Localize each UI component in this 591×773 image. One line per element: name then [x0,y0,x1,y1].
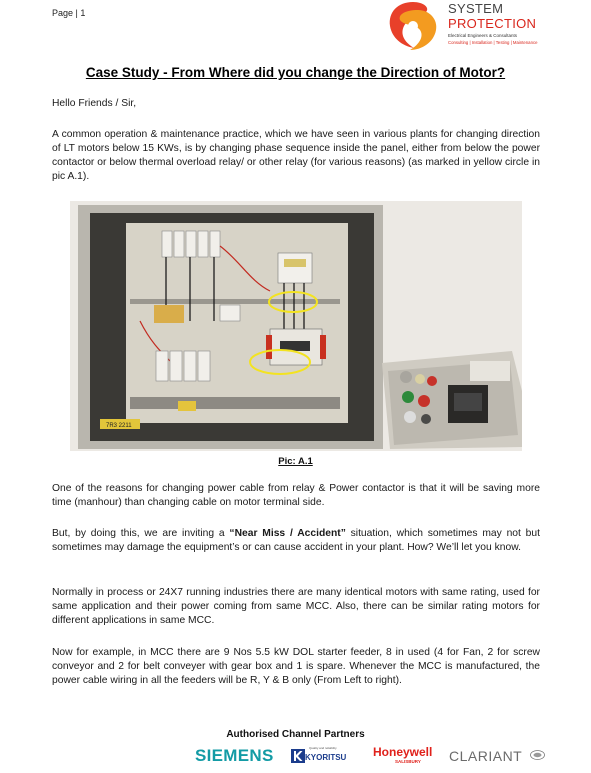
brand-services: Consulting | Installation | Testing | Maintenance [448,40,538,45]
salisbury-sublogo: SALISBURY [395,759,421,764]
partners-title: Authorised Channel Partners [226,729,365,740]
system-protection-logo-icon [384,0,442,52]
figure-caption: Pic: A.1 [278,456,313,467]
clariant-badge-icon [530,750,545,760]
paragraph-intro: A common operation & maintenance practice, which we have seen in various plants for changing direction of LT motors below 15 KWs, is by changing phase sequence inside the panel, either from below the power contactor or below thermal overload relay/ or other relay (for various reasons) (as marked in yellow circle in pic A.1). [52,129,540,182]
paragraph-identical-motors: Normally in process or 24X7 running industries there are many identical motors with same rating, used for same application and their power coming from same MCC. Also, there can be similar rating motors for different applications in same MCC. [52,587,540,626]
panel-photo [70,201,522,451]
brand-name-line2: PROTECTION [448,16,537,31]
partner-logos [195,744,555,770]
kyoritsu-tagline: Quality and reliability [309,746,337,750]
company-logo [384,0,584,52]
kyoritsu-wordmark: KYORITSU [305,753,347,762]
page-number: Page | 1 [52,8,86,18]
brand-name-line1: SYSTEM [448,1,504,16]
paragraph-example: Now for example, in MCC there are 9 Nos 5.5 kW DOL starter feeder, 8 in used (4 for Fan, 2 for screw conveyor and 2 for belt conveyer with gear box and 1 is spare. Whenever the MCC is manufactured, the power cable wiring in all the feeders will be R, Y & B only (From Left to right). [52,647,540,686]
honeywell-logo: Honeywell [373,745,433,759]
kyoritsu-logo [291,744,361,766]
kyoritsu-k-icon [291,749,305,763]
document-title: Case Study - From Where did you change the Direction of Motor? [85,65,506,80]
siemens-logo: SIEMENS [195,746,274,765]
paragraph-reason: One of the reasons for changing power cable from relay & Power contactor is that it will be saving more time (manhour) than changing cable on motor terminal side. [52,483,540,508]
warning-text-after: situation, which sometimes may not but sometimes may damage the equipment’s or can cause accident in your plant. How? We’ll let you know. [52,528,540,553]
paragraph-warning [52,527,540,555]
brand-tagline: Electrical Engineers & Consultants [448,33,518,38]
warning-text-before: But, by doing this, we are inviting a [52,528,230,539]
greeting: Hello Friends / Sir, [52,98,137,109]
clariant-logo: CLARIANT [449,748,523,764]
near-miss-emphasis: “Near Miss / Accident” [229,528,346,539]
panel-label-text: 7R3 2211 [106,423,132,429]
